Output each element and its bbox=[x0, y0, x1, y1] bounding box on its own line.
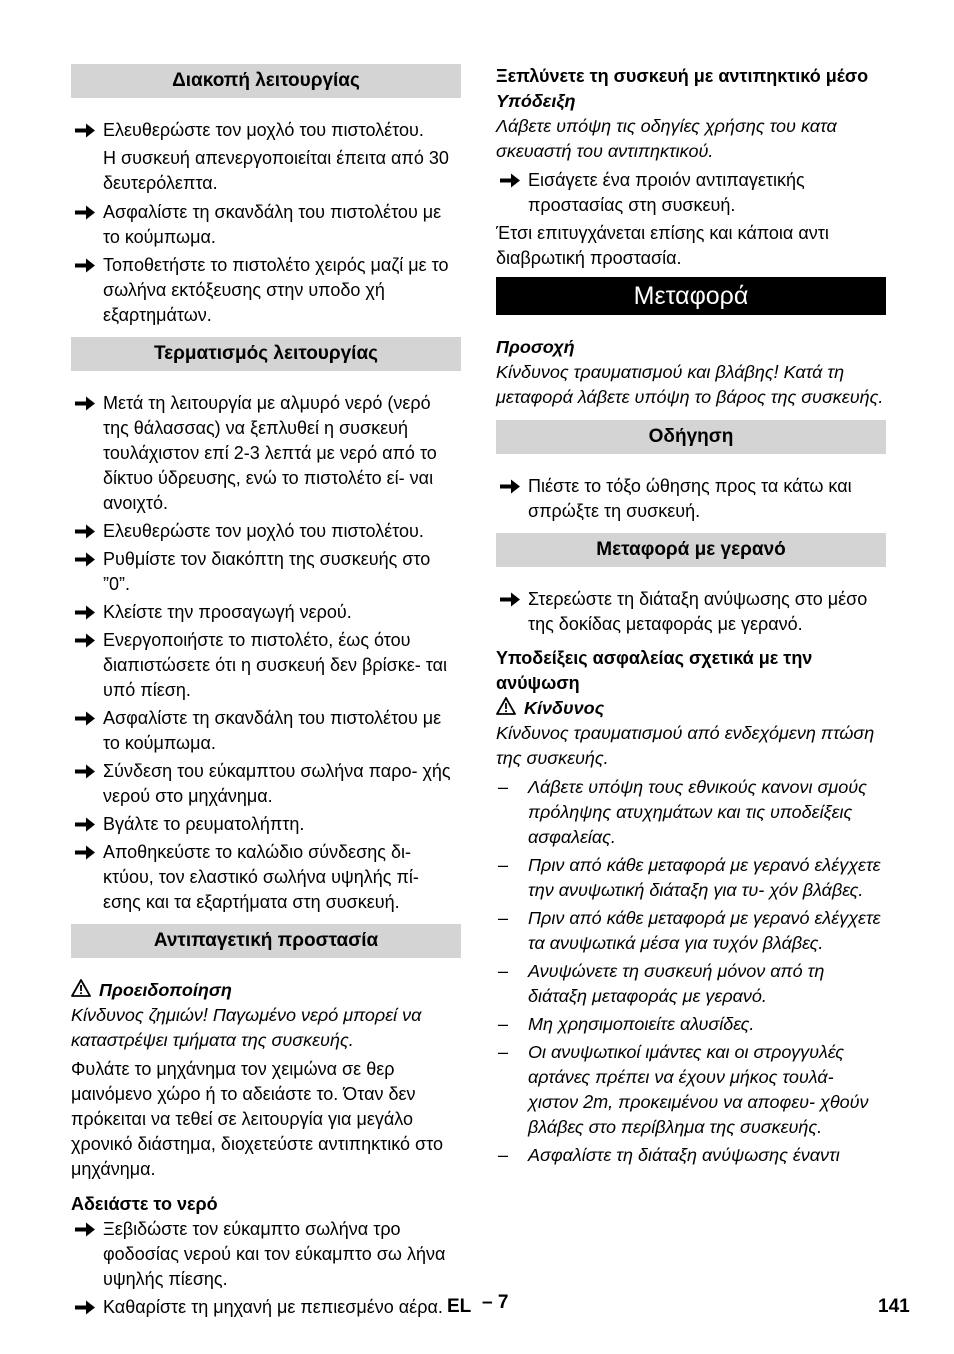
arrow-icon bbox=[73, 519, 97, 544]
dash-bullet: – bbox=[498, 1145, 509, 1165]
dash-bullet: – bbox=[498, 1014, 509, 1034]
chapter-heading-transport: Μεταφορά bbox=[496, 277, 886, 315]
warning-icon bbox=[496, 696, 516, 716]
dash-bullet: – bbox=[498, 777, 509, 797]
note-text: Η συσκευή απενεργοποιείται έπειτα από 30 δευτερόλεπτα. bbox=[103, 148, 449, 193]
dash-bullet: – bbox=[498, 1042, 509, 1062]
caution-label: Προσοχή bbox=[496, 337, 575, 357]
list-item: Στερεώστε τη διάταξη ανύψωσης στο μέσο της δοκίδας μεταφοράς με γερανό. bbox=[496, 587, 886, 637]
arrow-icon bbox=[73, 1217, 97, 1242]
arrow-icon bbox=[73, 840, 97, 865]
dash-list-item: – Οι ανυψωτικοί ιμάντες και οι στρογγυλές αρτάνες πρέπει να έχουν μήκος τουλά- χιστον 2m, προκειμένου να αποφευ- χθούν βλάβες στο περίβλημα της συσκευής. bbox=[498, 1042, 869, 1137]
dash-list-item: – Ασφαλίστε τη διάταξη ανύψωσης έναντι bbox=[496, 1143, 886, 1168]
warning-icon bbox=[71, 978, 91, 998]
hint-label: Υπόδειξη bbox=[496, 91, 576, 111]
arrow-icon bbox=[73, 628, 97, 653]
footer-section-page: – 7 bbox=[482, 1292, 509, 1313]
list-item: Σύνδεση του εύκαμπτου σωλήνα παρο- χής νερού στο μηχάνημα. bbox=[71, 759, 461, 809]
body-text: Έτσι επιτυγχάνεται επίσης και κάποια αντι διαβρωτική προστασία. bbox=[496, 223, 829, 268]
arrow-icon bbox=[498, 587, 522, 612]
arrow-icon bbox=[73, 759, 97, 784]
caution-text: Κίνδυνος τραυματισμού και βλάβης! Κατά τη μεταφορά λάβετε υπόψη το βάρος της συσκευής. bbox=[496, 362, 884, 407]
dash-list-item: – Λάβετε υπόψη τους εθνικούς κανονι σμούς πρόληψης ατυχημάτων και τις υποδείξεις ασφαλείας. bbox=[498, 777, 867, 847]
right-column bbox=[496, 64, 886, 1171]
arrow-icon bbox=[498, 168, 522, 193]
list-item: Ενεργοποιήστε το πιστολέτο, έως ότου διαπιστώσετε ότι η συσκευή δεν βρίσκε- ται υπό πίεση. bbox=[71, 628, 461, 703]
page-number: 141 bbox=[878, 1296, 910, 1317]
dash-bullet: – bbox=[498, 908, 509, 928]
dash-list-item: – Πριν από κάθε μεταφορά με γερανό ελέγχετε την ανυψωτική διάταξη για τυ- χόν βλάβες. bbox=[498, 855, 881, 900]
dash-list-item: – Μη χρησιμοποιείτε αλυσίδες. bbox=[496, 1012, 886, 1037]
arrow-icon bbox=[73, 118, 97, 143]
danger-text: Κίνδυνος τραυματισμού από ενδεχόμενη πτώση της συσκευής. bbox=[496, 723, 875, 768]
arrow-icon bbox=[73, 812, 97, 837]
list-item: Κλείστε την προσαγωγή νερού. bbox=[71, 600, 461, 625]
dash-list-item: – Ανυψώνετε τη συσκευή μόνον από τη διάταξη μεταφοράς με γερανό. bbox=[498, 961, 825, 1006]
subheading-rinse-antifreeze: Ξεπλύνετε τη συσκευή με αντιπηκτικό μέσο bbox=[496, 66, 869, 86]
list-item: Πιέστε το τόξο ώθησης προς τα κάτω και σπρώξτε τη συσκευή. bbox=[496, 474, 886, 524]
arrow-icon bbox=[73, 600, 97, 625]
section-heading-frost-protection: Αντιπαγετική προστασία bbox=[71, 924, 461, 958]
subheading-drain-water: Αδειάστε το νερό bbox=[71, 1194, 218, 1214]
danger-label: Κίνδυνος bbox=[496, 696, 886, 721]
section-heading-end-operation: Τερματισμός λειτουργίας bbox=[71, 337, 461, 371]
left-column bbox=[71, 64, 461, 1323]
list-item: Βγάλτε το ρευματολήπτη. bbox=[71, 812, 461, 837]
warning-label: Προειδοποίηση bbox=[71, 978, 461, 1003]
arrow-icon bbox=[73, 706, 97, 731]
list-item: Καθαρίστε τη μηχανή με πεπιεσμένο αέρα. bbox=[71, 1295, 461, 1320]
arrow-icon bbox=[73, 1295, 97, 1320]
list-item: Ελευθερώστε τον μοχλό του πιστολέτου. bbox=[71, 519, 461, 544]
list-item: Ρυθμίστε τον διακόπτη της συσκευής στο ”0”. bbox=[71, 547, 461, 597]
section-heading-driving: Οδήγηση bbox=[496, 420, 886, 454]
list-item: Ελευθερώστε τον μοχλό του πιστολέτου. bbox=[71, 118, 461, 143]
section-heading-crane-transport: Μεταφορά με γερανό bbox=[496, 533, 886, 567]
list-item: Τοποθετήστε το πιστολέτο χειρός μαζί με το σωλήνα εκτόξευσης στην υποδο χή εξαρτημάτων. bbox=[71, 253, 461, 328]
arrow-icon bbox=[498, 474, 522, 499]
section-heading-shutdown: Διακοπή λειτουργίας bbox=[71, 64, 461, 98]
list-item: Εισάγετε ένα προιόν αντιπαγετικής προστασίας στη συσκευή. bbox=[496, 168, 886, 218]
footer-language: EL bbox=[447, 1296, 472, 1317]
list-item: Ασφαλίστε τη σκανδάλη του πιστολέτου με το κούμπωμα. bbox=[71, 706, 461, 756]
list-item: Μετά τη λειτουργία με αλμυρό νερό (νερό της θάλασσας) να ξεπλυθεί η συσκευή τουλάχιστον επί 2-3 λεπτά με νερό από το δίκτυο ύδρευσης, ενώ το πιστολέτο εί- ναι ανοιχτό. bbox=[71, 391, 461, 516]
body-text: Φυλάτε το μηχάνημα τον χειμώνα σε θερ μαινόμενο χώρο ή το αδειάστε το. Όταν δεν πρόκειται να τεθεί σε λειτουργία για μεγάλο χρονικό διάστημα, διοχετεύστε αντιπηκτικό στο μηχάνημα. bbox=[71, 1059, 443, 1179]
warning-text: Κίνδυνος ζημιών! Παγωμένο νερό μπορεί να καταστρέψει τμήματα της συσκευής. bbox=[71, 1005, 422, 1050]
arrow-icon bbox=[73, 547, 97, 572]
dash-list-item: – Πριν από κάθε μεταφορά με γερανό ελέγχετε τα ανυψωτικά μέσα για τυχόν βλάβες. bbox=[498, 908, 881, 953]
arrow-icon bbox=[73, 253, 97, 278]
subheading-lifting-safety: Υποδείξεις ασφαλείας σχετικά με την ανύψωση bbox=[496, 648, 813, 693]
list-item: Ξεβιδώστε τον εύκαμπτο σωλήνα τρο φοδοσίας νερού και τον εύκαμπτο σω λήνα υψηλής πίεσης. bbox=[71, 1217, 461, 1292]
list-item: Ασφαλίστε τη σκανδάλη του πιστολέτου με το κούμπωμα. bbox=[71, 200, 461, 250]
arrow-icon bbox=[73, 391, 97, 416]
arrow-icon bbox=[73, 200, 97, 225]
list-item: Αποθηκεύστε το καλώδιο σύνδεσης δι- κτύου, τον ελαστικό σωλήνα υψηλής πί- εσης και τα εξαρτήματα στη συσκευή. bbox=[71, 840, 461, 915]
dash-bullet: – bbox=[498, 855, 509, 875]
dash-bullet: – bbox=[498, 961, 509, 981]
hint-text: Λάβετε υπόψη τις οδηγίες χρήσης του κατα σκευαστή του αντιπηκτικού. bbox=[496, 116, 837, 161]
